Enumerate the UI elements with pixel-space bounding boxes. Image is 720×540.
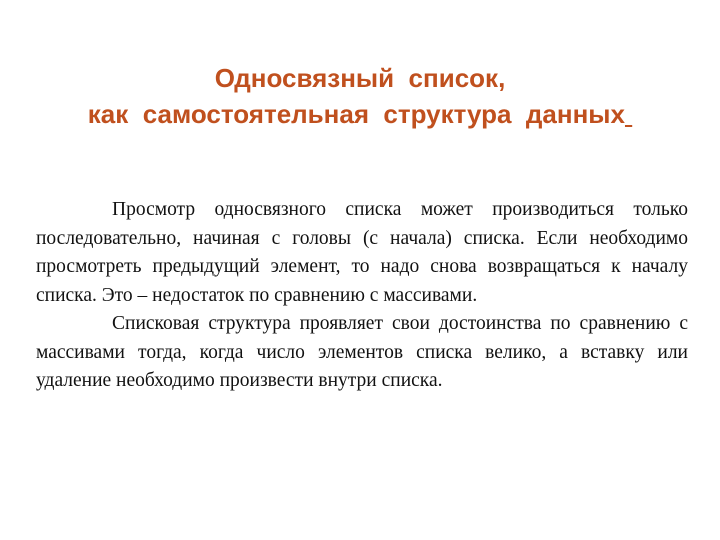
paragraph-2: Списковая структура проявляет свои достоинства по сравнению с массивами тогда, когда число элементов списка велико, а вставку или удаление необходимо произвести внутри списка. [36,313,688,391]
title-line-2-text: как самостоятельная структура данных [87,99,625,129]
title-line-2 [0,96,720,132]
slide-title [0,60,720,132]
title-line-1: Односвязный список, [214,63,506,93]
slide-body [36,196,688,396]
title-trailing-underline [625,99,632,129]
paragraph-1: Просмотр односвязного списка может производиться только последовательно, начиная с головы (с начала) списка. Если необходимо просмотреть предыдущий элемент, то надо снова возвращаться к началу списка. Это – недостаток по сравнению с массивами. [36,199,688,306]
